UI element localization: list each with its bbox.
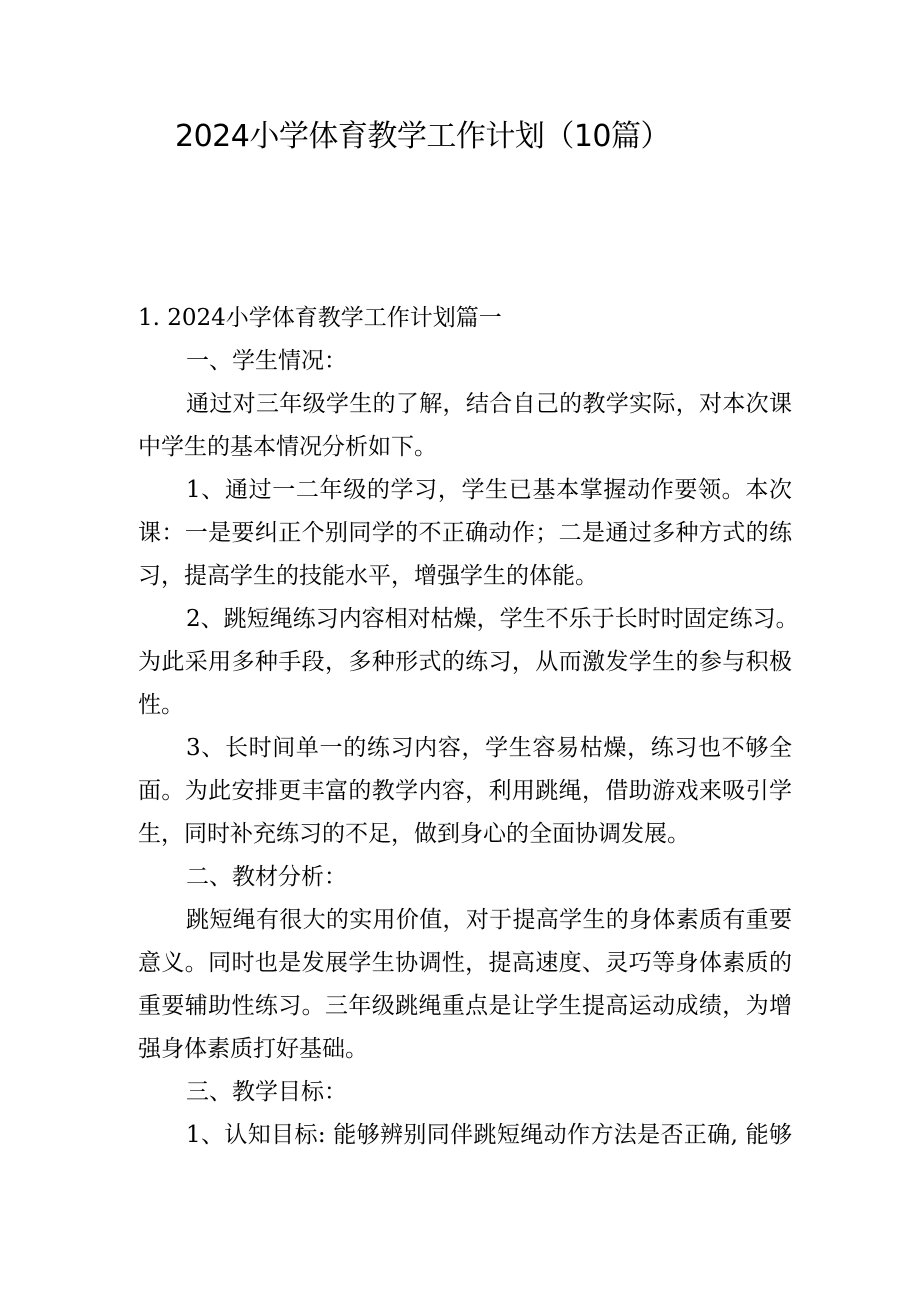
paragraph-line: 2、跳短绳练习内容相对枯燥，学生不乐于长时时固定练习。 — [186, 606, 799, 632]
section-heading: 1. 2024小学体育教学工作计划篇一 — [138, 305, 502, 331]
paragraph-line: 1、认知目标: 能够辨别同伴跳短绳动作方法是否正确, 能够 — [186, 1122, 792, 1148]
paragraph-line: 面。为此安排更丰富的教学内容，利用跳绳，借助游戏来吸引学 — [138, 778, 792, 804]
document-title: 2024小学体育教学工作计划（10篇） — [175, 119, 671, 154]
heading-student-situation: 一、学生情况： — [186, 348, 347, 374]
paragraph — [138, 727, 792, 856]
paragraph-line: 生，同时补充练习的不足，做到身心的全面协调发展。 — [138, 821, 690, 847]
paragraph — [138, 469, 792, 598]
paragraph-line: 意义。同时也是发展学生协调性，提高速度、灵巧等身体素质的 — [138, 950, 792, 976]
paragraph-line: 1、通过一二年级的学习，学生已基本掌握动作要领。本次 — [186, 477, 792, 503]
heading-teaching-goals: 三、教学目标： — [186, 1079, 347, 1105]
paragraph — [138, 383, 792, 469]
paragraph — [138, 598, 799, 727]
heading-material-analysis: 二、教材分析： — [186, 864, 347, 890]
paragraph-line: 为此采用多种手段，多种形式的练习，从而激发学生的参与积极 — [138, 649, 792, 675]
paragraph-line: 通过对三年级学生的了解，结合自己的教学实际，对本次课 — [186, 391, 792, 417]
paragraph-line: 课：一是要纠正个别同学的不正确动作；二是通过多种方式的练 — [138, 520, 792, 546]
paragraph-line: 强身体素质打好基础。 — [138, 1036, 368, 1062]
paragraph-line: 3、长时间单一的练习内容，学生容易枯燥，练习也不够全 — [186, 735, 792, 761]
paragraph-line: 习，提高学生的技能水平，增强学生的体能。 — [138, 563, 598, 589]
paragraph-line: 中学生的基本情况分析如下。 — [138, 434, 437, 460]
document-body — [138, 297, 799, 1157]
paragraph-line: 跳短绳有很大的实用价值，对于提高学生的身体素质有重要 — [186, 907, 792, 933]
paragraph-line: 重要辅助性练习。三年级跳绳重点是让学生提高运动成绩，为增 — [138, 993, 792, 1019]
paragraph — [138, 899, 792, 1071]
paragraph — [138, 1114, 792, 1157]
paragraph-line: 性。 — [138, 692, 184, 718]
